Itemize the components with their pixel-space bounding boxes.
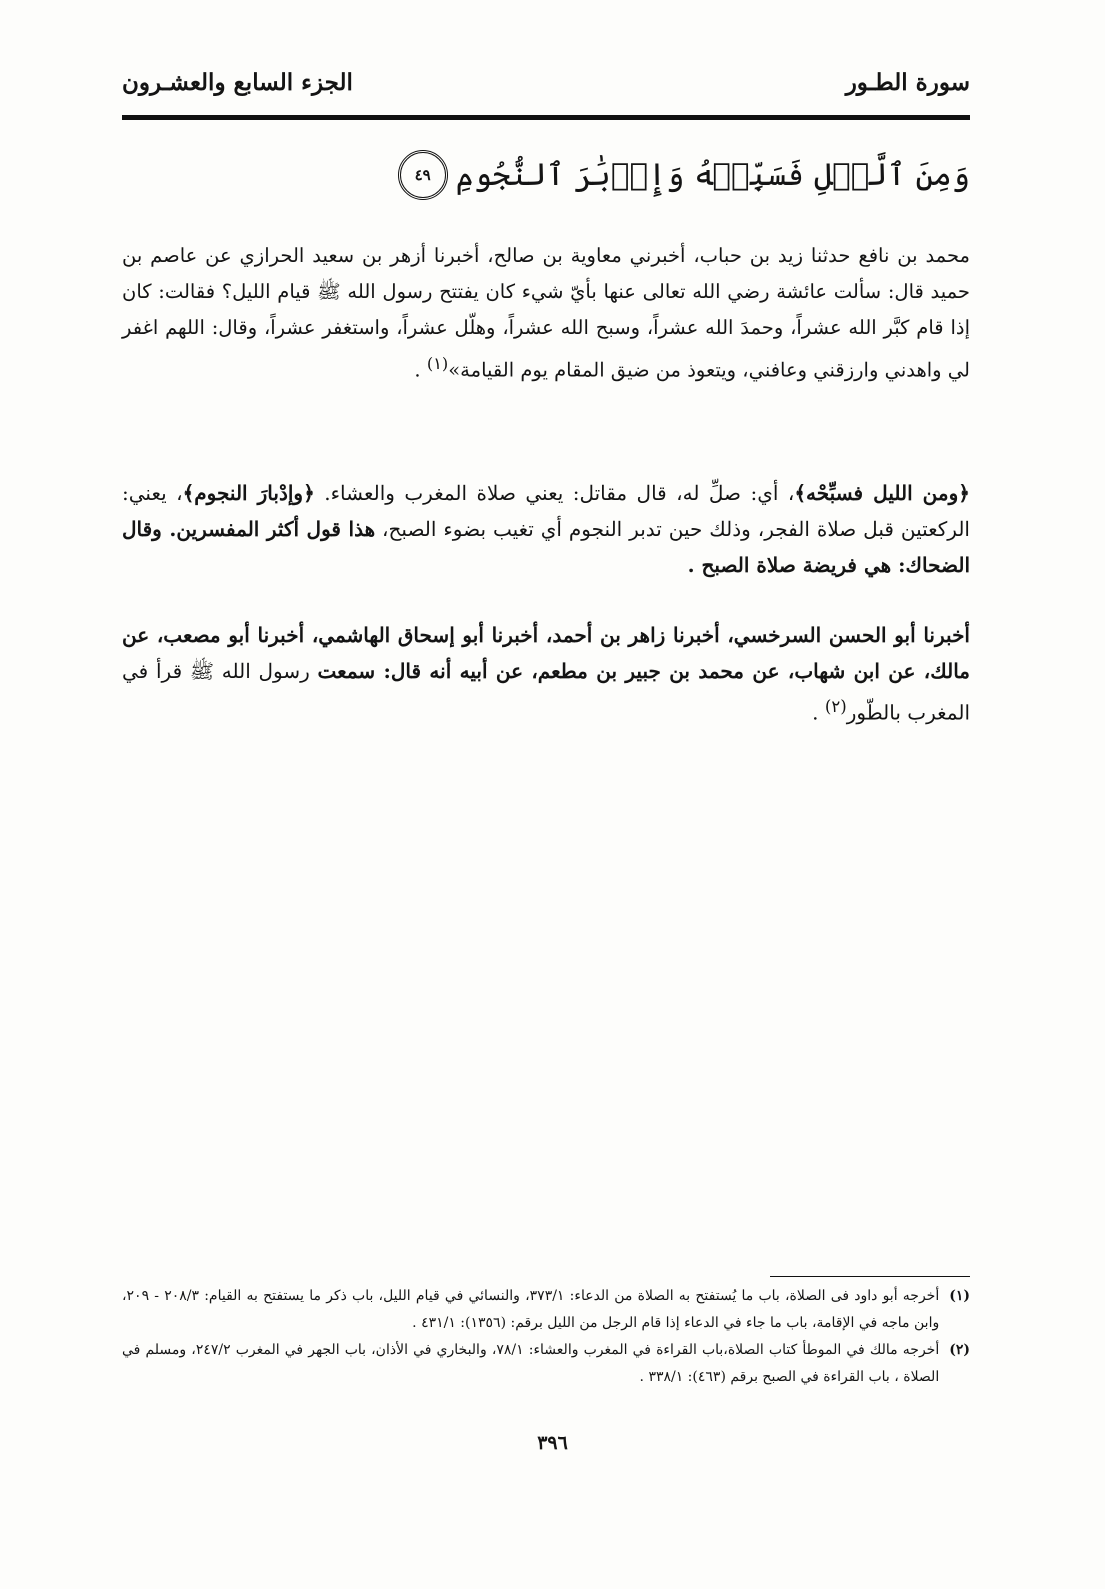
hadith-text: محمد بن نافع حدثنا زيد بن حباب، أخبرني معاوية بن صالح، أخبرنا أزهر بن سعيد الحرازي عن عاصم بن حميد قال: سألت عائشة رضي الله تعالى عنها بأيّ شيء كان يفتتح رسول الله ﷺ قيام الليل؟ فقالت: كان إذا قام كبَّر الله عشراً، وحمدَ الله عشراً، وسبح الله عشراً، وهلّل عشراً، واستغفر عشراً، وقال: اللهم اغفر لي واهدني وارزقني وعافني، ويتعوذ من ضيق المقام يوم القيامة» [122, 244, 970, 382]
quote-verse-1: ﴿ومن الليل فسبِّحْه﴾ [794, 481, 970, 505]
ayah-number-marker [398, 150, 448, 200]
footnote-number: (٢) [949, 1342, 970, 1358]
isnad-paragraph [122, 617, 970, 731]
verse-text: وَمِنَ ٱلَّيۡلِ فَسَبِّحۡهُ وَإِدۡبَٰرَ ٱلنُّجُومِ [455, 157, 970, 193]
footnote-number: (١) [949, 1288, 970, 1304]
header-divider [122, 115, 970, 120]
isnad-matn: رسول الله ﷺ قرأ في المغرب بالطّور [122, 659, 970, 725]
footnote-ref-2[interactable]: (٢) [824, 697, 847, 716]
footnote-text: أخرجه مالك في الموطأ كتاب الصلاة،باب القراءة في المغرب والعشاء: ٧٨/١، والبخاري في الأذان، باب الجهر في المغرب ٢٤٧/٢، ومسلم في الصلاة ، باب القراءة في الصبح برقم (٤٦٣): ٣٣٨/١ . [122, 1342, 940, 1385]
tafsir-text-c: هذا قول أكثر المفسرين. وقال الضحاك: هي فريضة صلاة الصبح . [122, 517, 970, 577]
tafsir-text-b: ، يعني: الركعتين قبل صلاة الفجر، وذلك حين تدبر النجوم أي تغيب بضوء الصبح، [122, 481, 970, 541]
footnote [122, 1283, 970, 1337]
running-header [122, 62, 970, 102]
tafsir-text-a: ، أي: صلِّ له، قال مقاتل: يعني صلاة المغرب والعشاء. [314, 481, 795, 505]
quote-verse-2: ﴿وإدْبارَ النجوم﴾ [182, 481, 315, 505]
juz-title: الجزء السابع والعشـرون [122, 68, 353, 96]
ayah-number: ٤٩ [414, 166, 431, 184]
footnote-ref-1[interactable]: (١) [426, 354, 449, 373]
footnote-text: أخرجه أبو داود فى الصلاة، باب ما يُستفتح به الصلاة من الدعاء: ٣٧٣/١، والنسائي في قيام الليل، باب ذكر ما يستفتح به القيام: ٢٠٨/٣ - ٢٠٩، وابن ماجه في الإقامة، باب ما جاء في الدعاء إذا قام الرجل من الليل برقم: (١٣٥٦): ٤٣١/١ . [122, 1288, 940, 1331]
footnotes [122, 1283, 970, 1391]
footnote-divider [770, 1276, 970, 1277]
surah-title: سورة الطـور [845, 68, 970, 96]
quran-verse [398, 150, 970, 200]
footnote [122, 1337, 970, 1391]
tafsir-paragraph [122, 475, 970, 583]
isnad-text: أخبرنا أبو الحسن السرخسي، أخبرنا زاهر بن أحمد، أخبرنا أبو إسحاق الهاشمي، أخبرنا أبو مصعب، عن مالك، عن ابن شهاب، عن محمد بن جبير بن مطعم، عن أبيه أنه قال: سمعت [122, 623, 970, 683]
page-number: ٣٩٦ [537, 1432, 568, 1454]
hadith-end: . [414, 358, 427, 382]
hadith-paragraph [122, 238, 970, 389]
isnad-end: . [812, 700, 825, 725]
